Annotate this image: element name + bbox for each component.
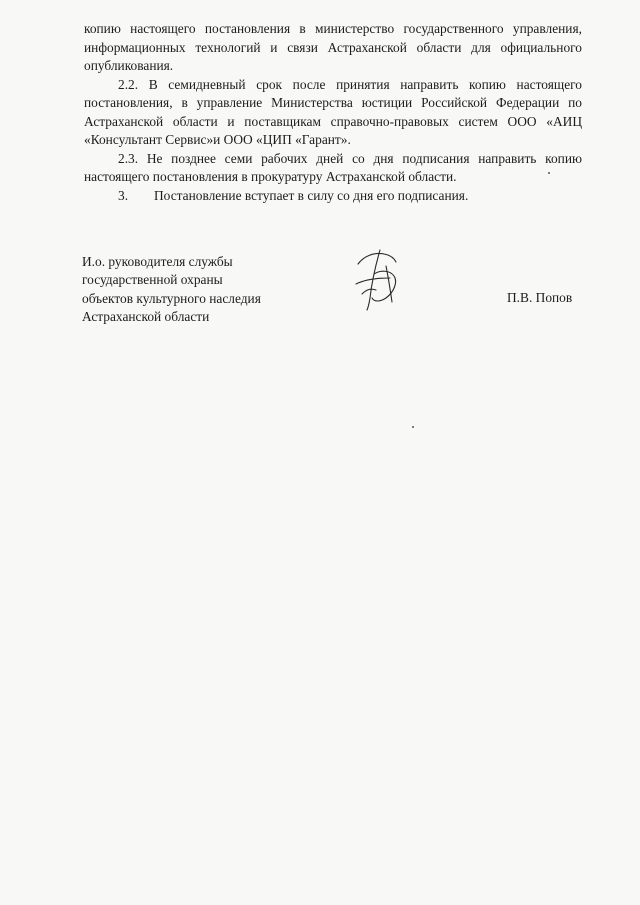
signer-name: П.В. Попов — [507, 290, 573, 305]
signatory-title-line: И.о. руководителя службы — [82, 254, 233, 269]
paragraph-2-3: 2.3. Не позднее семи рабочих дней со дня подписания направить копию настоящего постановления в прокуратуру Астраханской области. — [84, 150, 582, 184]
signatory-title-line: объектов культурного наследия — [82, 290, 261, 306]
document-body — [84, 20, 582, 205]
paragraph-3 — [84, 187, 582, 206]
scan-speck — [412, 426, 414, 428]
handwritten-signature — [350, 244, 406, 314]
item-number: 3. — [118, 187, 129, 203]
signatory-title-block — [82, 253, 261, 327]
paragraph-continuation: копию настоящего постановления в министерство государственного управления, информационных технологий и связи Астраханской области для официального опубликования. — [84, 21, 582, 73]
signatory-title-line: государственной охраны — [82, 272, 223, 288]
item-text: Постановление вступает в силу со дня его подписания. — [154, 187, 469, 203]
signatory-title-line: Астраханской области — [82, 309, 210, 325]
paragraph-2-2: 2.2. В семидневный срок после принятия направить копию настоящего постановления, в управление Министерства юстиции Российской Федерации по Астраханской области и поставщикам справочно-правовых систем ООО «АИЦ «Консультант Сервис»и ООО «ЦИП «Гарант». — [84, 76, 582, 147]
scan-speck — [548, 172, 550, 174]
